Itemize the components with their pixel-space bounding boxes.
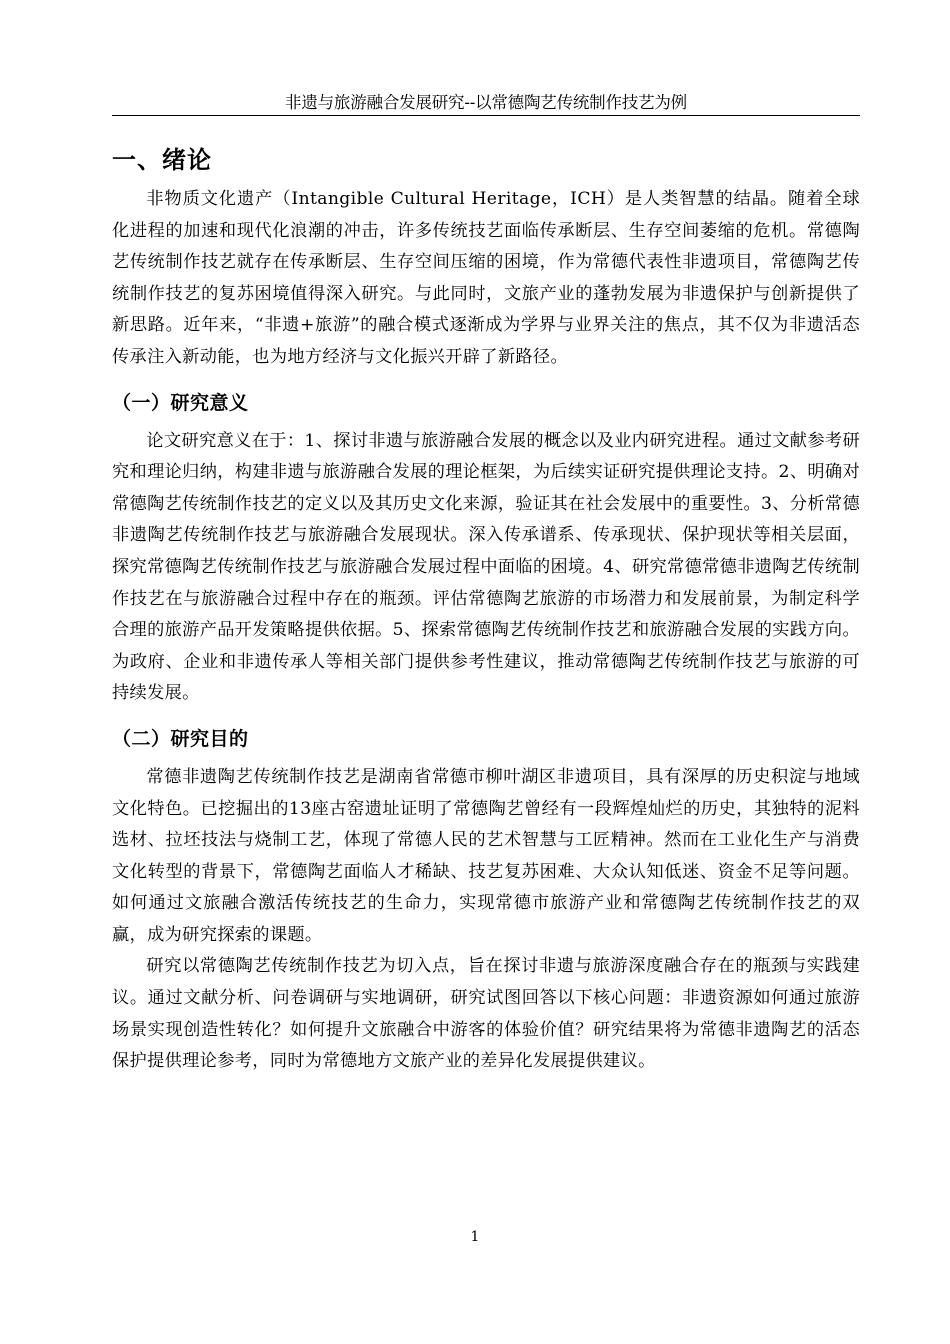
running-header: 非遗与旅游融合发展研究--以常德陶艺传统制作技艺为例 — [285, 93, 687, 112]
chapter-title: 一、绪论 — [112, 146, 212, 174]
page-number: 1 — [470, 1229, 480, 1245]
section-title-significance: （一）研究意义 — [112, 391, 249, 414]
significance-paragraph: 论文研究意义在于：1、探讨非遗与旅游融合发展的概念以及业内研究进程。通过文献参考研究和理论归纳，构建非遗与旅游融合发展的理论框架，为后续实证研究提供理论支持。2、明确对常德陶艺传统制作技艺的定义以及其历史文化来源，验证其在社会发展中的重要性。3、分析常德非遗陶艺传统制作技艺与旅游融合发展现状。深入传承谱系、传承现状、保护现状等相关层面，探究常德陶艺传统制作技艺与旅游融合发展过程中面临的困境。4、研究常德常德非遗陶艺传统制作技艺在与旅游融合过程中存在的瓶颈。评估常德陶艺旅游的市场潜力和发展前景，为制定科学合理的旅游产品开发策略提供依据。5、探索常德陶艺传统制作技艺和旅游融合发展的实践方向。为政府、企业和非遗传承人等相关部门提供参考性建议，推动常德陶艺传统制作技艺与旅游的可持续发展。 — [112, 430, 860, 704]
page-body — [112, 140, 860, 1078]
header-divider — [112, 115, 860, 116]
purpose-paragraph: 研究以常德陶艺传统制作技艺为切入点，旨在探讨非遗与旅游深度融合存在的瓶颈与实践建议。通过文献分析、问卷调研与实地调研，研究试图回答以下核心问题：非遗资源如何通过旅游场景实现创造性转化？如何提升文旅融合中游客的体验价值？研究结果将为常德非遗陶艺的活态保护提供理论参考，同时为常德地方文旅产业的差异化发展提供建议。 — [112, 956, 860, 1072]
purpose-paragraph: 常德非遗陶艺传统制作技艺是湖南省常德市柳叶湖区非遗项目，具有深厚的历史积淀与地域文化特色。已挖掘出的13座古窑遗址证明了常德陶艺曾经有一段辉煌灿烂的历史，其独特的泥料选材、拉坯技法与烧制工艺，体现了常德人民的艺术智慧与工匠精神。然而在工业化生产与消费文化转型的背景下，常德陶艺面临人才稀缺、技艺复苏困难、大众认知低迷、资金不足等问题。如何通过文旅融合激活传统技艺的生命力，实现常德市旅游产业和常德陶艺传统制作技艺的双赢，成为研究探索的课题。 — [112, 766, 860, 945]
intro-paragraph: 非物质文化遗产（Intangible Cultural Heritage，ICH）是人类智慧的结晶。随着全球化进程的加速和现代化浪潮的冲击，许多传统技艺面临传承断层、生存空间萎缩的危机。常德陶艺传统制作技艺就存在传承断层、生存空间压缩的困境，作为常德代表性非遗项目，常德陶艺传统制作技艺的复苏困境值得深入研究。与此同时，文旅产业的蓬勃发展为非遗保护与创新提供了新思路。近年来，“非遗+旅游”的融合模式逐渐成为学界与业界关注的焦点，其不仅为非遗活态传承注入新动能，也为地方经济与文化振兴开辟了新路径。 — [112, 189, 860, 367]
section-title-purpose: （二）研究目的 — [112, 727, 249, 750]
